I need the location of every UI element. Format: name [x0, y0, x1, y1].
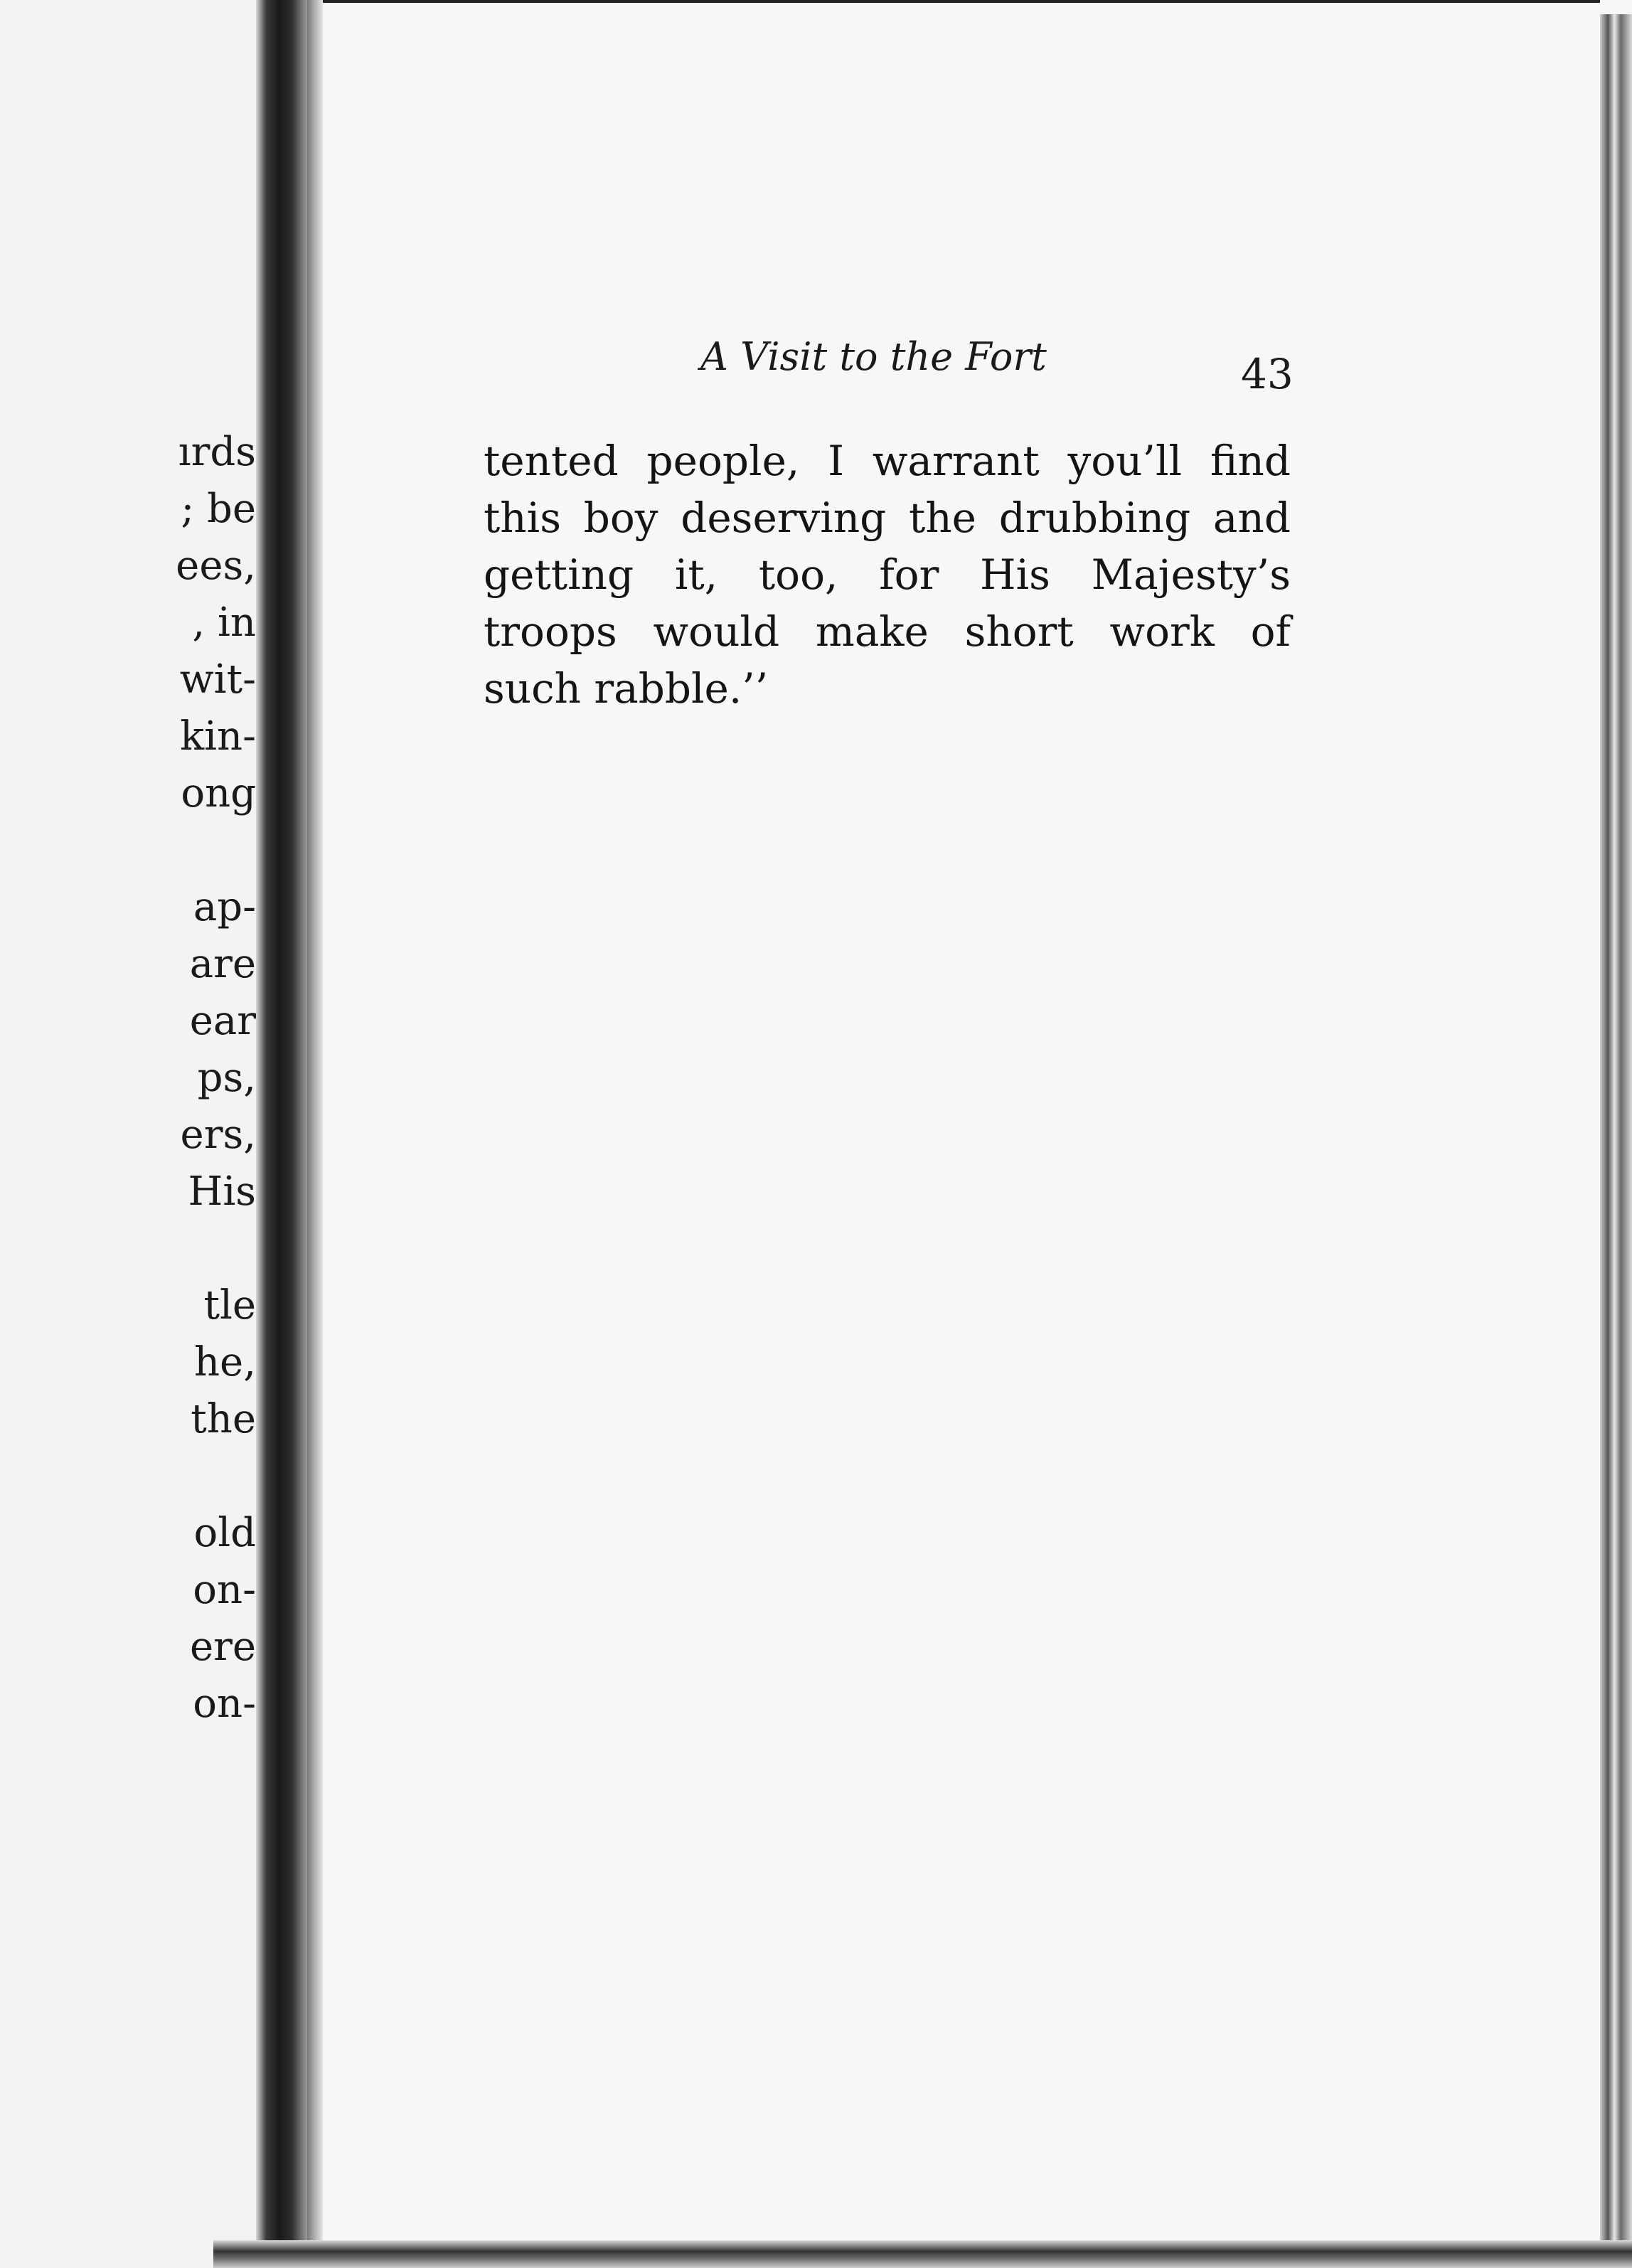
previous-page-line: old	[193, 1510, 256, 1556]
page-bottom-edge	[213, 2240, 1632, 2268]
book-gutter	[256, 0, 307, 2268]
previous-page	[0, 0, 263, 2268]
previous-page-line: on-	[193, 1681, 256, 1727]
body-text	[484, 432, 1291, 717]
previous-page-line: he,	[193, 1339, 256, 1385]
body-text-line: troops would make short work of	[484, 607, 1291, 656]
previous-page-line: ps,	[197, 1055, 256, 1101]
previous-page-line: ear	[189, 998, 256, 1044]
previous-page-line: ong	[181, 770, 256, 816]
body-text-line: tented people, I warrant you’ll find	[484, 437, 1291, 485]
previous-page-line: ; be	[181, 486, 256, 532]
previous-page-line: kin-	[180, 713, 256, 760]
page-number: 43	[1241, 350, 1294, 398]
page-edge	[1600, 14, 1632, 2268]
body-text-line: getting it, too, for His Majesty’s	[484, 550, 1291, 599]
previous-page-line: ırds	[178, 429, 256, 475]
previous-page-line: are	[189, 941, 256, 987]
previous-page-line: , in	[192, 600, 256, 646]
previous-page-line: ere	[189, 1624, 256, 1670]
previous-page-line: ers,	[180, 1112, 256, 1158]
previous-page-line: ees,	[176, 543, 256, 589]
previous-page-line: ap-	[193, 884, 256, 930]
running-head: A Visit to the Fort	[700, 334, 1047, 379]
previous-page-line: His	[188, 1168, 256, 1215]
gutter-shadow	[307, 0, 323, 2268]
previous-page-line: tle	[203, 1282, 256, 1329]
body-text-line: such rabble.’’	[484, 664, 769, 713]
previous-page-line: wit-	[179, 656, 256, 703]
body-text-line: this boy deserving the drubbing and	[484, 494, 1291, 542]
previous-page-line: the	[191, 1396, 256, 1442]
previous-page-line: on-	[193, 1567, 256, 1613]
